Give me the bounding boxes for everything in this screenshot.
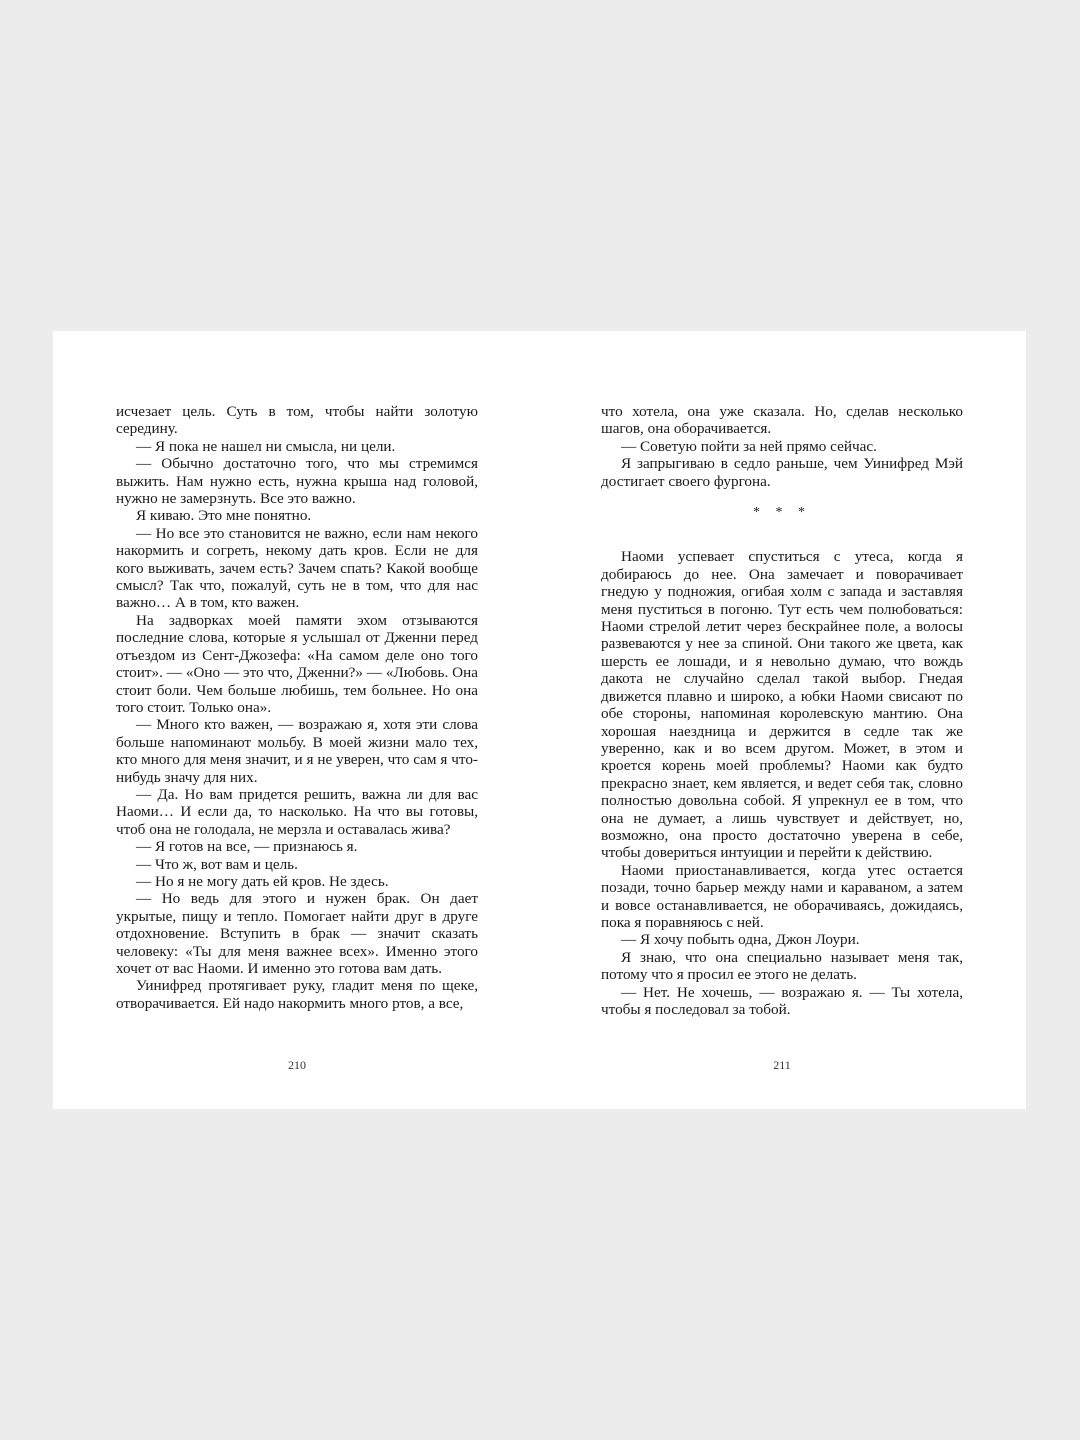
right-page — [601, 403, 963, 1018]
paragraph: — Обычно достаточно того, что мы стремимся выжить. Нам нужно есть, нужна крыша над головой, нужно не замерзнуть. Все это важно. — [116, 455, 478, 508]
page-number-right: 211 — [773, 1058, 791, 1072]
paragraph: — Что ж, вот вам и цель. — [136, 855, 298, 873]
paragraph: — Много кто важен, — возражаю я, хотя эти слова больше напоминают мольбу. В моей жизни мало тех, кто много для меня значит, и я не уверен, что сам я что-нибудь значу для них. — [116, 716, 478, 786]
paragraph: исчезает цель. Суть в том, чтобы найти золотую середину. — [116, 403, 478, 438]
paragraph: — Но я не могу дать ей кров. Не здесь. — [136, 872, 389, 890]
paragraph: — Но ведь для этого и нужен брак. Он дает укрытые, пищу и тепло. Помогает найти друг в друге отдохновение. Вступить в брак — значит сказать человеку: «Ты для меня важнее всех». Именно этого хочет от вас Наоми. И именно это готова вам дать. — [116, 890, 478, 977]
paragraph: — Я пока не нашел ни смысла, ни цели. — [136, 437, 396, 455]
book-spread — [53, 331, 1026, 1109]
paragraph: На задворках моей памяти эхом отзываются последние слова, которые я услышал от Дженни перед отъездом из Сент-Джозефа: «На самом деле оно того стоит». — «Оно — это что, Дженни?» — «Любовь. Она стоит боли. Чем больше любишь, тем больнее. Но она того стоит. Только она». — [116, 611, 478, 716]
page-number-left: 210 — [288, 1058, 306, 1072]
paragraph: — Я готов на все, — признаюсь я. — [136, 838, 358, 856]
paragraph: — Но все это становится не важно, если нам некого накормить и согреть, некому дать кров. Если не для кого выживать, зачем есть? Зачем спать? Какой вообще смысл? Так что, пожалуй, суть не в том, что для нас важно… А в том, кто важен. — [116, 524, 478, 612]
paragraph: Уинифред протягивает руку, гладит меня по щеке, отворачивается. Ей надо накормить много ртов, а все, — [116, 977, 478, 1012]
paragraph: Наоми успевает спуститься с утеса, когда я добираюсь до нее. Она замечает и поворачивает гнедую у подножия, огибая холм с запада и заставляя меня пуститься в погоню. Тут есть чем полюбоваться: Наоми стрелой летит через бескрайнее поле, а волосы развеваются у нее за спиной. Они такого же цвета, как шерсть ее лошади, и я невольно думаю, что вождь дакота не случайно сделал такой выбор. Гнедая движется плавно и широко, а юбки Наоми свисают по обе стороны, напоминая королевскую мантию. Она хорошая наездница и держится в седле так же уверенно, как и во всем другом. Может, в этом и кроется корень моей проблемы? Наоми как будто прекрасно знает, кем является, и ведет себя так, словно полностью довольна собой. Я упрекнул ее в том, что она не думает, а лишь чувствует и действует, но, возможно, она просто достаточно уверена в себе, чтобы довериться интуиции и перейти к действию. — [601, 548, 963, 862]
paragraph: — Да. Но вам придется решить, важна ли для вас Наоми… И если да, то насколько. На что вы готовы, чтоб она не голодала, не мерзла и оставалась жива? — [116, 785, 478, 838]
paragraph: — Советую пойти за ней прямо сейчас. — [621, 437, 877, 455]
paragraph: Я киваю. Это мне понятно. — [136, 507, 312, 525]
paragraph: Я запрыгиваю в седло раньше, чем Уинифред Мэй достигает своего фургона. — [601, 455, 963, 490]
paragraph: — Нет. Не хочешь, — возражаю я. — Ты хотела, чтобы я последовал за тобой. — [601, 983, 963, 1018]
paragraph: Я знаю, что она специально называет меня так, потому что я просил ее этого не делать. — [601, 948, 963, 984]
paragraph: — Я хочу побыть одна, Джон Лоури. — [621, 931, 860, 949]
paragraph: Наоми приостанавливается, когда утес остается позади, точно барьер между нами и караваном, а затем и вовсе останавливается, не оборачиваясь, дожидаясь, пока я поравняюсь с ней. — [601, 861, 963, 931]
section-separator: * * * — [753, 505, 811, 521]
left-page — [116, 403, 478, 1012]
paragraph: что хотела, она уже сказала. Но, сделав несколько шагов, она оборачивается. — [601, 403, 963, 438]
